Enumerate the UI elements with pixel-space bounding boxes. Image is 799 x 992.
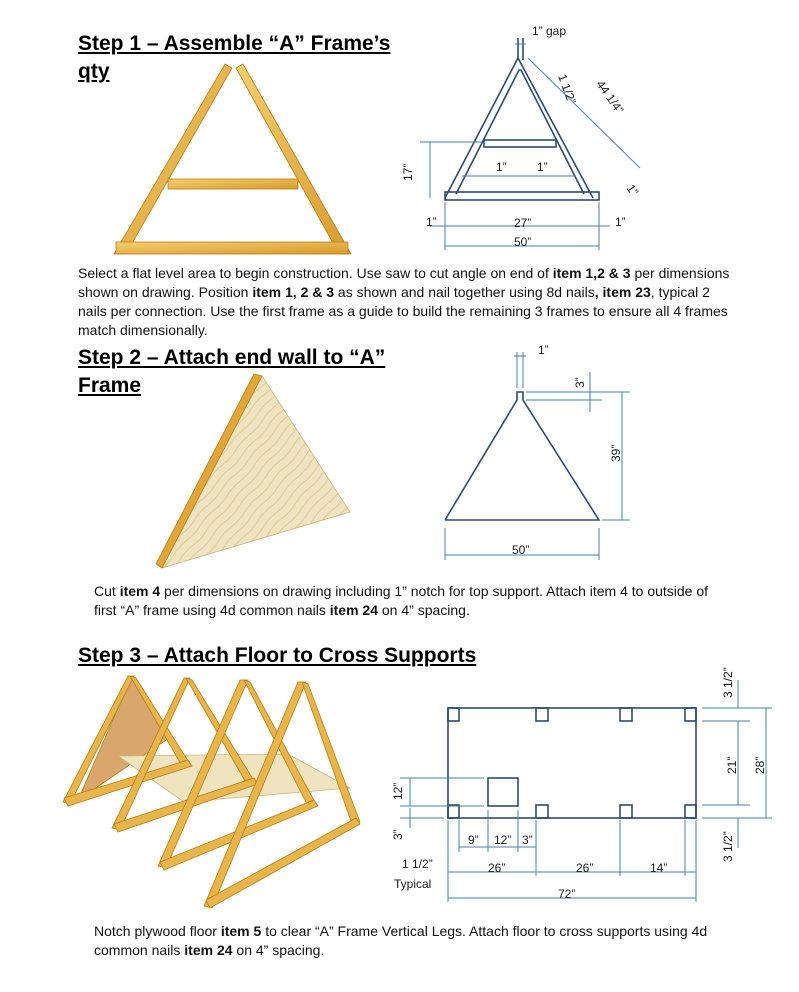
label-corner: 1” <box>623 181 642 199</box>
p3-t0: Notch plywood floor <box>94 923 221 939</box>
label-d12: 12” <box>494 833 512 847</box>
p2-t0: Cut <box>94 583 120 599</box>
label-d9: 9” <box>468 833 479 847</box>
p1-t4: per dimensions shown on drawing. Position <box>78 265 730 300</box>
p3-t1: item 5 <box>220 923 262 939</box>
label-total-width: 72” <box>558 887 576 901</box>
label-typical: Typical <box>394 877 432 891</box>
label-inner-right: 1” <box>537 160 548 174</box>
step1-heading-line1: Step 1 – Assemble “A” Frame’s <box>78 32 391 55</box>
cross-bar <box>168 179 298 189</box>
label-cross: 27” <box>514 216 532 230</box>
label-right-overhang: 1” <box>615 215 626 229</box>
notch-top-1 <box>448 708 459 721</box>
step2-heading-line1: Step 2 – Attach end wall to “A” <box>78 346 386 369</box>
p1-t1: item 1,2 & <box>552 265 619 281</box>
p2-t1: item 4 <box>119 583 161 599</box>
p1-t5: item 1, 2 & 3 <box>252 284 335 300</box>
leg-dim <box>528 58 640 168</box>
step1-technical-drawing <box>390 18 660 258</box>
notch-top-2 <box>536 708 548 721</box>
label-height: 17” <box>401 163 415 181</box>
frame-base <box>445 192 599 200</box>
label-angle: 1 1/2” <box>555 72 579 106</box>
step3-paragraph <box>94 922 734 960</box>
step2-heading-line2: Frame <box>78 374 142 397</box>
label-height: 39” <box>609 444 623 462</box>
notch-top-4 <box>685 708 696 721</box>
p2-t4: on 4” spacing. <box>378 602 470 618</box>
p2-t2: per dimensions on drawing including 1” notch for top support. Attach item 4 to outside of first “A” frame using 4d common nails <box>94 583 709 618</box>
label-total-height: 28” <box>753 756 767 774</box>
step1-heading-line2: qty <box>78 60 110 83</box>
endwall-outline <box>445 392 599 520</box>
label-middle: 21” <box>725 756 739 774</box>
notch-bottom-4 <box>685 805 696 818</box>
left-leg <box>114 64 232 254</box>
step3-frames-illustration <box>60 672 365 912</box>
label-s3: 14” <box>650 861 668 875</box>
plywood-panel <box>162 376 350 568</box>
floor-hole <box>488 778 518 806</box>
step1-paragraph <box>78 264 733 340</box>
notch-bottom-1 <box>448 805 459 818</box>
p1-t0: Select a flat level area to begin construction. Use saw to cut angle on end of <box>78 265 553 281</box>
label-base: 50” <box>512 543 530 557</box>
p3-t2: to clear “A” Frame Vertical Legs. Attach floor to cross supports using 4d common nails <box>94 923 708 958</box>
frame-crossbar <box>484 140 556 147</box>
p1-t8: , typical 2 nails per connection. Use the first frame as a guide to build the remaining 3 frames to ensure all 4 frames match dimensionally. <box>78 284 728 338</box>
p3-t3: item 24 <box>184 942 233 958</box>
notch-bottom-3 <box>620 805 632 818</box>
p1-t6: as shown and nail together using 8d nails <box>334 284 595 300</box>
label-s1: 26” <box>488 861 506 875</box>
label-hole-offset: 3” <box>391 829 405 840</box>
p1-t3: 3 <box>622 265 631 281</box>
label-gap: 1” gap <box>532 24 567 38</box>
notch-top-3 <box>620 708 632 721</box>
label-bottom-margin: 3 1/2” <box>721 831 735 862</box>
label-notch-width: 1” <box>538 343 549 357</box>
step2-paragraph <box>94 582 734 620</box>
step2-endwall-illustration <box>150 372 360 572</box>
step1-aframe-illustration <box>110 58 355 258</box>
p2-t3: item 24 <box>329 602 378 618</box>
label-d3: 3” <box>522 833 533 847</box>
floor-outline <box>448 708 696 818</box>
notch-bottom-2 <box>536 805 548 818</box>
label-notch-depth: 3” <box>573 377 587 388</box>
label-left-overhang: 1” <box>426 215 437 229</box>
label-top-margin: 3 1/2” <box>721 667 735 698</box>
label-s2: 26” <box>576 861 594 875</box>
label-typical-size: 1 1/2” <box>402 857 433 871</box>
step2-technical-drawing <box>430 342 650 572</box>
base-board <box>116 242 348 254</box>
label-inner-left: 1” <box>496 160 507 174</box>
p3-t4: on 4” spacing. <box>232 942 325 958</box>
label-leg: 44 1/4” <box>593 77 627 117</box>
label-hole-height: 12” <box>391 782 405 800</box>
step3-heading: Step 3 – Attach Floor to Cross Supports <box>78 644 477 667</box>
right-leg <box>236 64 351 254</box>
label-base: 50” <box>514 235 532 249</box>
step3-floor-plan-drawing <box>380 650 790 910</box>
p1-t7: , item 23 <box>594 284 651 300</box>
